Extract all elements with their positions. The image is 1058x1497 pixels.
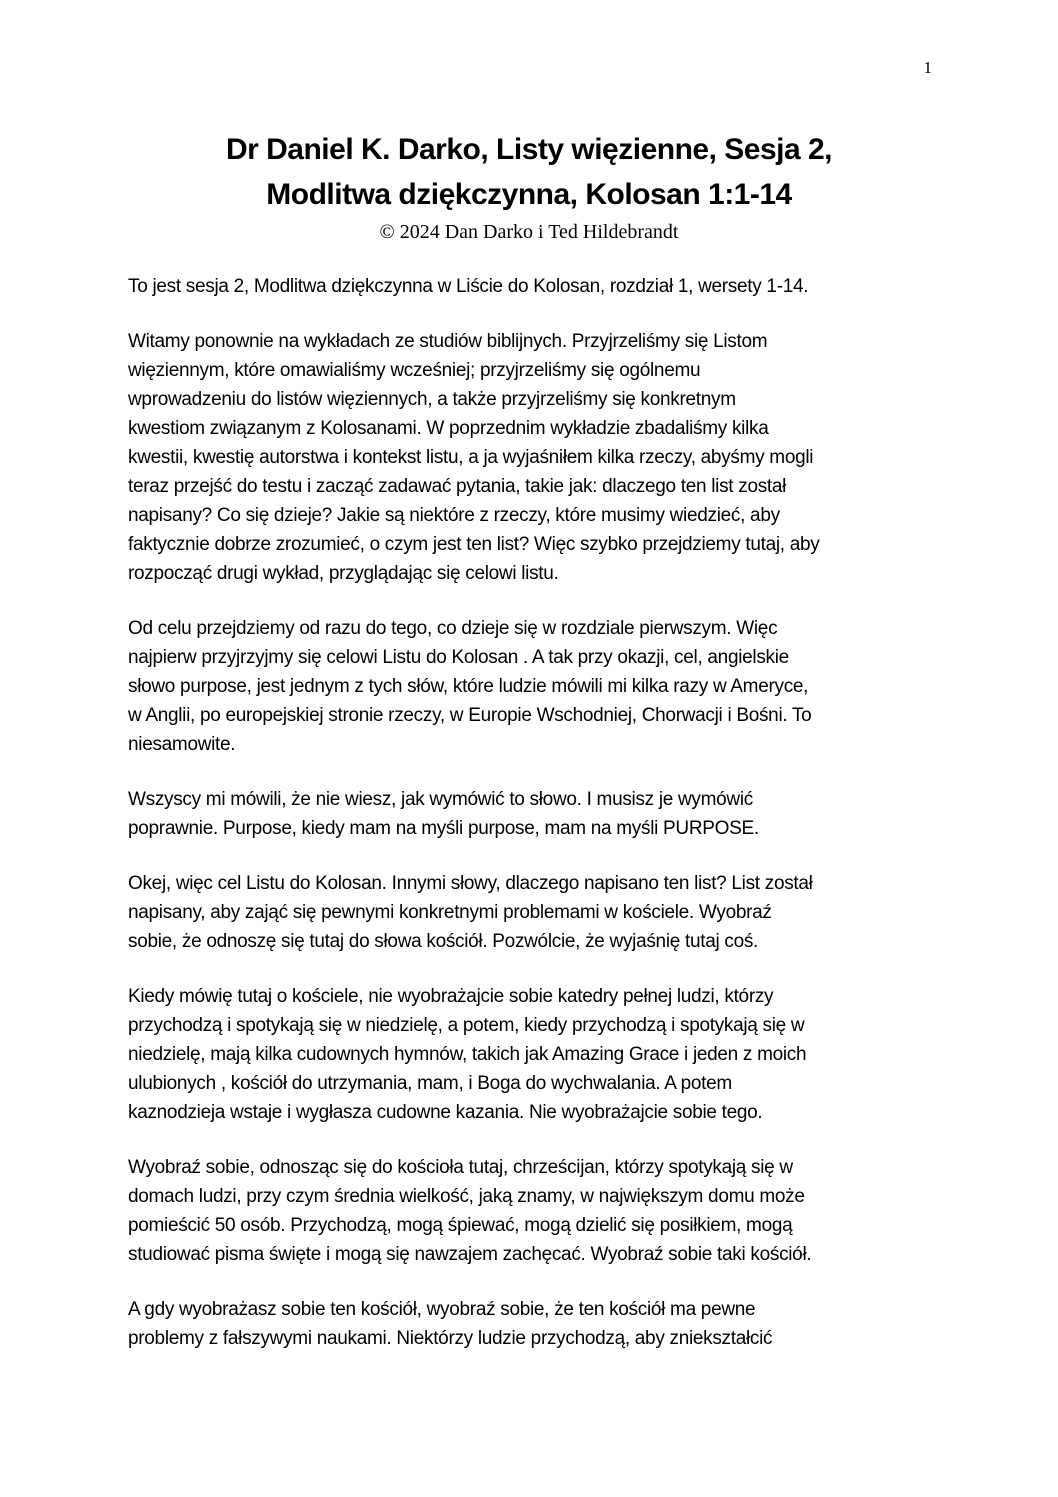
paragraph-line: ulubionych , kościół do utrzymania, mam, i Boga do wychwalania. A potem	[128, 1073, 732, 1094]
paragraph-line: Wyobraź sobie, odnosząc się do kościoła tutaj, chrześcijan, którzy spotykają się w	[128, 1157, 793, 1178]
paragraph	[128, 982, 938, 1127]
paragraph-line: kwestii, kwestię autorstwa i kontekst listu, a ja wyjaśniłem kilka rzeczy, abyśmy mogli	[128, 447, 814, 468]
paragraph-line: kaznodzieja wstaje i wygłasza cudowne kazania. Nie wyobrażajcie sobie tego.	[128, 1102, 763, 1123]
paragraph-line: przychodzą i spotykają się w niedzielę, a potem, kiedy przychodzą i spotykają się w	[128, 1015, 805, 1036]
paragraph-line: kwestiom związanym z Kolosanami. W poprzednim wykładzie zbadaliśmy kilka	[128, 418, 769, 439]
paragraph-line: studiować pisma święte i mogą się nawzajem zachęcać. Wyobraź sobie taki kościół.	[128, 1244, 812, 1265]
paragraph-line: Okej, więc cel Listu do Kolosan. Innymi słowy, dlaczego napisano ten list? List został	[128, 873, 813, 894]
paragraph-line: napisany, aby zająć się pewnymi konkretnymi problemami w kościele. Wyobraź	[128, 902, 772, 923]
paragraph-line: domach ludzi, przy czym średnia wielkość, jaką znamy, w największym domu może	[128, 1186, 805, 1207]
paragraph-line: najpierw przyjrzyjmy się celowi Listu do Kolosan . A tak przy okazji, cel, angielskie	[128, 647, 789, 668]
document-title	[0, 127, 1058, 217]
paragraph-line: Od celu przejdziemy od razu do tego, co dzieje się w rozdziale pierwszym. Więc	[128, 618, 778, 639]
paragraph	[128, 614, 938, 759]
document-body	[128, 272, 938, 1379]
paragraph-line: sobie, że odnoszę się tutaj do słowa kościół. Pozwólcie, że wyjaśnię tutaj coś.	[128, 931, 759, 952]
paragraph-line: Wszyscy mi mówili, że nie wiesz, jak wymówić to słowo. I musisz je wymówić	[128, 789, 753, 810]
paragraph	[128, 1295, 938, 1353]
paragraph-line: niedzielę, mają kilka cudownych hymnów, takich jak Amazing Grace i jeden z moich	[128, 1044, 807, 1065]
page-number: 1	[923, 58, 932, 77]
paragraph-line: pomieścić 50 osób. Przychodzą, mogą śpiewać, mogą dzielić się posiłkiem, mogą	[128, 1215, 793, 1236]
paragraph	[128, 785, 938, 843]
paragraph-line: teraz przejść do testu i zacząć zadawać pytania, takie jak: dlaczego ten list został	[128, 476, 787, 497]
paragraph-line: A gdy wyobrażasz sobie ten kościół, wyobraź sobie, że ten kościół ma pewne	[128, 1299, 756, 1320]
paragraph-line: w Anglii, po europejskiej stronie rzeczy, w Europie Wschodniej, Chorwacji i Bośni. To	[128, 705, 812, 726]
paragraph-line: problemy z fałszywymi naukami. Niektórzy ludzie przychodzą, aby zniekształcić	[128, 1328, 773, 1349]
paragraph-line: niesamowite.	[128, 734, 236, 755]
paragraph-line: faktycznie dobrze zrozumieć, o czym jest ten list? Więc szybko przejdziemy tutaj, aby	[128, 534, 820, 555]
paragraph-line: wprowadzeniu do listów więziennych, a także przyjrzeliśmy się konkretnym	[128, 389, 736, 410]
paragraph	[128, 1153, 938, 1269]
document-title-line-1: Dr Daniel K. Darko, Listy więzienne, Sesja 2,	[225, 133, 833, 166]
paragraph-line: rozpocząć drugi wykład, przyglądając się celowi listu.	[128, 563, 559, 584]
paragraph	[128, 272, 938, 301]
copyright-line: © 2024 Dan Darko i Ted Hildebrandt	[379, 221, 679, 243]
paragraph	[128, 869, 938, 956]
paragraph	[128, 327, 938, 588]
paragraph-line: To jest sesja 2, Modlitwa dziękczynna w Liście do Kolosan, rozdział 1, wersety 1-14.	[128, 276, 809, 297]
paragraph-line: Witamy ponownie na wykładach ze studiów biblijnych. Przyjrzeliśmy się Listom	[128, 331, 768, 352]
paragraph-line: napisany? Co się dzieje? Jakie są niektóre z rzeczy, które musimy wiedzieć, aby	[128, 505, 780, 526]
paragraph-line: poprawnie. Purpose, kiedy mam na myśli purpose, mam na myśli PURPOSE.	[128, 818, 759, 839]
paragraph-line: więziennym, które omawialiśmy wcześniej; przyjrzeliśmy się ogólnemu	[128, 360, 701, 381]
paragraph-line: Kiedy mówię tutaj o kościele, nie wyobrażajcie sobie katedry pełnej ludzi, którzy	[128, 986, 774, 1007]
paragraph-line: słowo purpose, jest jednym z tych słów, które ludzie mówili mi kilka razy w Ameryce,	[128, 676, 809, 697]
document-title-line-2: Modlitwa dziękczynna, Kolosan 1:1-14	[266, 178, 792, 211]
